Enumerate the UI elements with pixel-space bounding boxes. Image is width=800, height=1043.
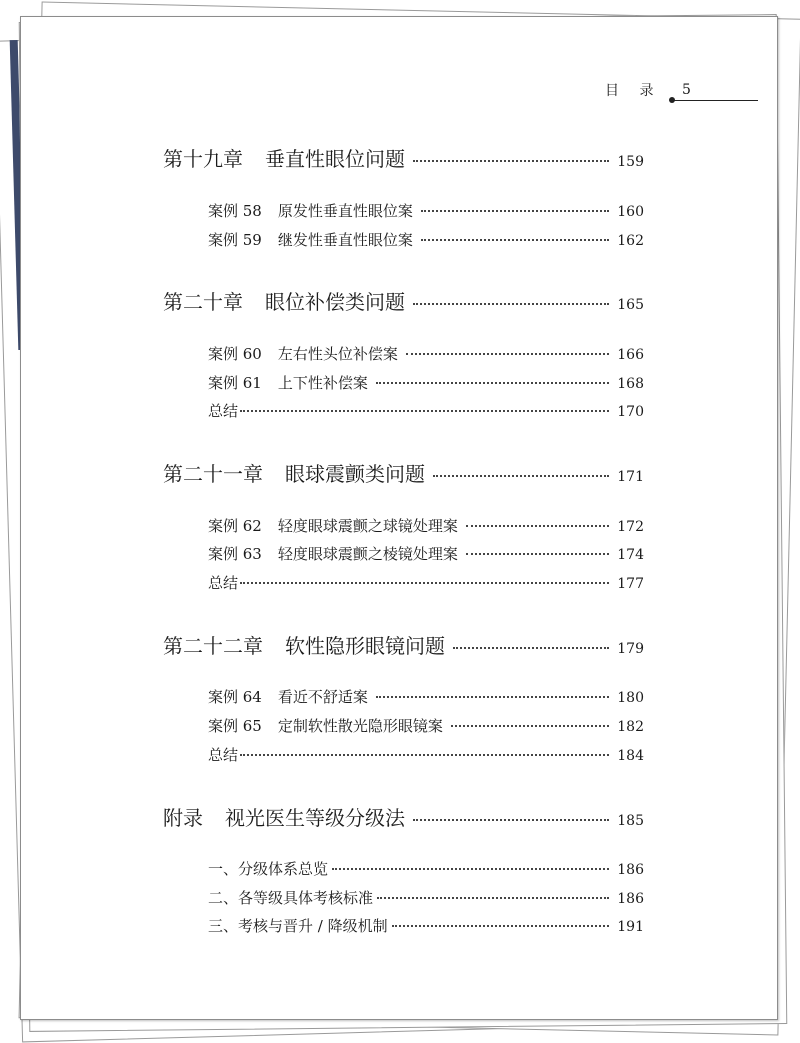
page-ref: 182 xyxy=(617,719,644,735)
chapter-title: 眼球震颤类问题 xyxy=(285,462,425,486)
dot-leader xyxy=(332,867,609,870)
case-number: 案例 64 xyxy=(208,688,262,706)
dot-leader xyxy=(240,409,609,412)
dot-leader xyxy=(433,474,609,477)
toc-entry-summary[interactable] xyxy=(208,572,644,593)
page-ref: 168 xyxy=(617,376,644,392)
toc-entry-case-63[interactable] xyxy=(208,543,644,564)
section-title: 二、各等级具体考核标准 xyxy=(208,889,374,907)
appendix-label: 附录 xyxy=(163,806,203,830)
case-number: 案例 58 xyxy=(208,202,262,220)
page-ref: 186 xyxy=(617,891,644,907)
case-title: 轻度眼球震颤之球镜处理案 xyxy=(277,517,458,535)
chapter-number: 第十九章 xyxy=(163,147,243,171)
section-title: 一、分级体系总览 xyxy=(208,860,329,878)
toc-chapter-22[interactable] xyxy=(163,630,644,659)
page-ref: 185 xyxy=(617,813,644,829)
dot-leader xyxy=(240,753,609,756)
page-ref: 177 xyxy=(617,576,644,592)
page-ref: 170 xyxy=(617,404,644,420)
chapter-number: 第二十一章 xyxy=(163,462,263,486)
appendix-title: 视光医生等级分级法 xyxy=(225,806,405,830)
toc-chapter-19[interactable] xyxy=(163,143,644,172)
toc-entry-case-62[interactable] xyxy=(208,515,644,536)
toc-chapter-20[interactable] xyxy=(163,286,644,315)
case-title: 定制软性散光隐形眼镜案 xyxy=(277,717,443,735)
page-ref: 179 xyxy=(617,641,644,657)
toc-entry-summary[interactable] xyxy=(208,744,644,765)
case-number: 案例 63 xyxy=(208,545,262,563)
case-title: 轻度眼球震颤之棱镜处理案 xyxy=(277,545,458,563)
case-title: 继发性垂直性眼位案 xyxy=(277,231,413,249)
case-title: 原发性垂直性眼位案 xyxy=(277,202,413,220)
toc-entry-case-61[interactable] xyxy=(208,372,644,393)
toc-entry-case-64[interactable] xyxy=(208,686,644,707)
chapter-title: 眼位补偿类问题 xyxy=(265,290,405,314)
dot-leader xyxy=(376,695,609,698)
case-title: 看近不舒适案 xyxy=(277,688,368,706)
toc-entry-case-58[interactable] xyxy=(208,200,644,221)
page-ref: 172 xyxy=(617,519,644,535)
page-ref: 165 xyxy=(617,297,644,313)
case-number: 案例 62 xyxy=(208,517,262,535)
page-ref: 174 xyxy=(617,547,644,563)
header-rule xyxy=(672,100,758,101)
dot-leader xyxy=(451,724,609,727)
chapter-title: 垂直性眼位问题 xyxy=(265,147,405,171)
toc-chapter-21[interactable] xyxy=(163,458,644,487)
dot-leader xyxy=(413,818,609,821)
case-title: 左右性头位补偿案 xyxy=(277,345,398,363)
page-ref: 191 xyxy=(617,919,644,935)
page-ref: 171 xyxy=(617,469,644,485)
case-number: 案例 60 xyxy=(208,345,262,363)
toc-entry-case-60[interactable] xyxy=(208,343,644,364)
dot-leader xyxy=(406,352,609,355)
page-ref: 160 xyxy=(617,204,644,220)
dot-leader xyxy=(421,238,609,241)
page-number: 5 xyxy=(682,82,691,98)
page-ref: 159 xyxy=(617,154,644,170)
case-title: 上下性补偿案 xyxy=(277,374,368,392)
toc-entry-summary[interactable] xyxy=(208,400,644,421)
dot-leader xyxy=(413,159,609,162)
page-ref: 184 xyxy=(617,748,644,764)
dot-leader xyxy=(392,924,610,927)
dot-leader xyxy=(240,581,609,584)
section-title: 三、考核与晋升 / 降级机制 xyxy=(208,917,388,935)
toc-appendix-section-3[interactable] xyxy=(208,915,644,936)
toc-appendix-section-2[interactable] xyxy=(208,887,644,908)
case-number: 案例 61 xyxy=(208,374,262,392)
dot-leader xyxy=(453,646,609,649)
toc-appendix-section-1[interactable] xyxy=(208,858,644,879)
toc-entry-case-59[interactable] xyxy=(208,229,644,250)
chapter-number: 第二十章 xyxy=(163,290,243,314)
dot-leader xyxy=(421,209,609,212)
page-ref: 186 xyxy=(617,862,644,878)
summary-label: 总结 xyxy=(208,746,239,764)
chapter-title: 软性隐形眼镜问题 xyxy=(285,634,445,658)
dot-leader xyxy=(376,381,609,384)
summary-label: 总结 xyxy=(208,574,239,592)
page-header-title: 目 录 xyxy=(605,83,662,99)
page-ref: 180 xyxy=(617,690,644,706)
dot-leader xyxy=(413,302,609,305)
toc-appendix[interactable] xyxy=(163,802,644,831)
dot-leader xyxy=(466,524,609,527)
page-ref: 166 xyxy=(617,347,644,363)
chapter-number: 第二十二章 xyxy=(163,634,263,658)
case-number: 案例 59 xyxy=(208,231,262,249)
toc-entry-case-65[interactable] xyxy=(208,715,644,736)
page-ref: 162 xyxy=(617,233,644,249)
dot-leader xyxy=(377,896,609,899)
case-number: 案例 65 xyxy=(208,717,262,735)
summary-label: 总结 xyxy=(208,402,239,420)
dot-leader xyxy=(466,552,609,555)
